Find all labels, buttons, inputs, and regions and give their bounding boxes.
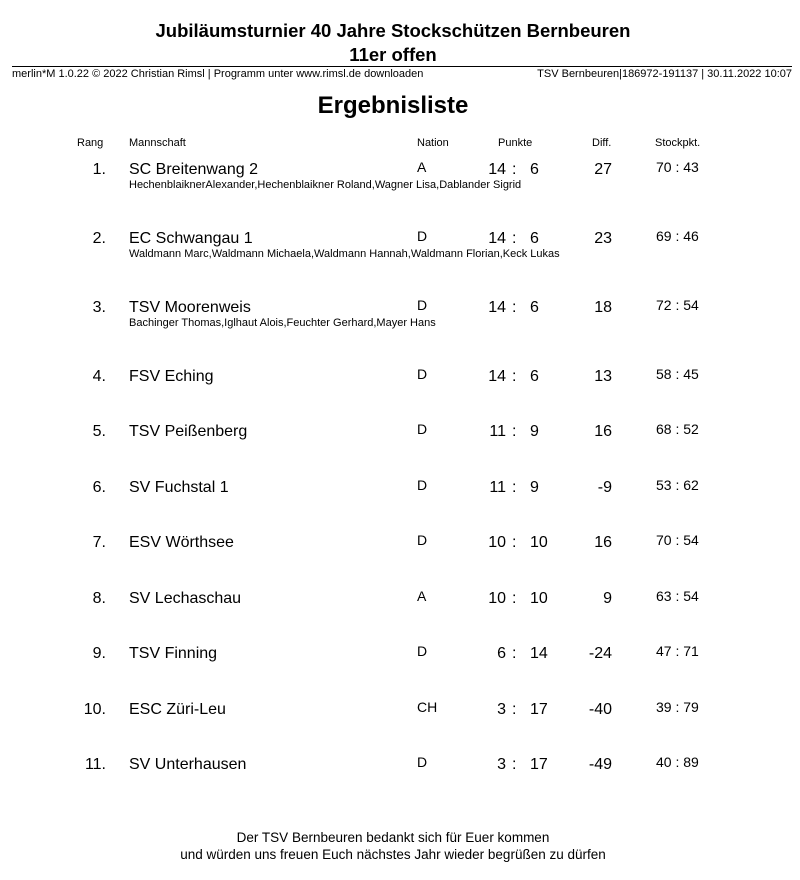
- table-row: [0, 534, 800, 584]
- row-diff: -9: [597, 479, 612, 496]
- row-points-separator: :: [512, 299, 517, 316]
- row-diff: 16: [594, 423, 612, 440]
- row-diff: -49: [588, 756, 612, 773]
- table-row: [0, 368, 800, 418]
- row-points-separator: :: [512, 701, 517, 718]
- row-nation: D: [417, 366, 428, 382]
- row-rang: 8.: [92, 590, 106, 607]
- row-team: TSV Peißenberg: [129, 423, 248, 440]
- row-stockpkt: 68 : 52: [656, 421, 699, 437]
- row-stockpkt: 47 : 71: [656, 643, 699, 659]
- row-nation: D: [417, 477, 428, 493]
- row-points-lost: 17: [530, 756, 548, 773]
- row-team: ESV Wörthsee: [129, 534, 234, 551]
- row-diff: 27: [594, 161, 612, 178]
- column-header-rang: Rang: [77, 137, 104, 149]
- row-team: EC Schwangau 1: [129, 230, 253, 247]
- table-row: [0, 701, 800, 751]
- software-info: merlin*M 1.0.22 © 2022 Christian Rimsl | Programm unter www.rimsl.de downloaden: [12, 68, 424, 80]
- row-rang: 2.: [92, 230, 106, 247]
- table-row: [0, 756, 800, 806]
- row-nation: D: [417, 643, 428, 659]
- row-points-won: 3: [497, 701, 506, 718]
- row-nation: D: [417, 532, 428, 548]
- row-nation: A: [417, 588, 427, 604]
- row-nation: A: [417, 159, 427, 175]
- row-points-won: 11: [489, 423, 506, 440]
- row-points-separator: :: [512, 423, 517, 440]
- row-points-won: 6: [497, 645, 506, 662]
- row-nation: D: [417, 754, 428, 770]
- row-points-won: 14: [488, 161, 506, 178]
- row-stockpkt: 70 : 54: [656, 532, 699, 548]
- row-nation: D: [417, 297, 428, 313]
- row-stockpkt: 40 : 89: [656, 754, 699, 770]
- row-rang: 3.: [92, 299, 106, 316]
- row-points-won: 11: [489, 479, 506, 496]
- footer-line-1: Der TSV Bernbeuren bedankt sich für Euer kommen: [236, 830, 550, 845]
- footer-line-2: und würden uns freuen Euch nächstes Jahr wieder begrüßen zu dürfen: [180, 847, 606, 862]
- row-points-separator: :: [512, 479, 517, 496]
- table-row: [0, 161, 800, 211]
- row-team: SV Unterhausen: [129, 756, 247, 773]
- row-points-lost: 6: [530, 299, 539, 316]
- row-points-lost: 10: [530, 534, 548, 551]
- row-team: ESC Züri-Leu: [129, 701, 226, 718]
- row-points-lost: 9: [530, 479, 539, 496]
- column-header-punkte: Punkte: [498, 137, 533, 149]
- row-players: Waldmann Marc,Waldmann Michaela,Waldmann Hannah,Waldmann Florian,Keck Lukas: [129, 248, 560, 260]
- row-rang: 4.: [92, 368, 106, 385]
- row-stockpkt: 63 : 54: [656, 588, 699, 604]
- row-points-won: 14: [488, 368, 506, 385]
- row-players: HechenblaiknerAlexander,Hechenblaikner Roland,Wagner Lisa,Dablander Sigrid: [129, 179, 522, 191]
- table-row: [0, 423, 800, 473]
- column-header-mannschaft: Mannschaft: [129, 137, 186, 149]
- row-points-separator: :: [512, 534, 517, 551]
- row-team: SV Fuchstal 1: [129, 479, 229, 496]
- row-points-won: 14: [488, 299, 506, 316]
- row-team: TSV Finning: [129, 645, 218, 662]
- row-nation: CH: [417, 699, 438, 715]
- row-rang: 6.: [92, 479, 106, 496]
- table-row: [0, 590, 800, 640]
- row-diff: 16: [594, 534, 612, 551]
- row-points-separator: :: [512, 645, 517, 662]
- row-team: TSV Moorenweis: [129, 299, 251, 316]
- row-diff: 13: [594, 368, 612, 385]
- row-points-lost: 6: [530, 230, 539, 247]
- row-diff: 23: [594, 230, 612, 247]
- row-points-won: 3: [497, 756, 506, 773]
- column-header-nation: Nation: [417, 137, 449, 149]
- document-subtitle: 11er offen: [349, 44, 437, 65]
- row-stockpkt: 72 : 54: [656, 297, 699, 313]
- row-points-separator: :: [512, 368, 517, 385]
- row-points-lost: 10: [530, 590, 548, 607]
- row-rang: 11.: [84, 756, 106, 773]
- row-points-won: 10: [488, 590, 506, 607]
- row-points-won: 14: [488, 230, 506, 247]
- row-stockpkt: 70 : 43: [656, 159, 699, 175]
- document-title: Jubiläumsturnier 40 Jahre Stockschützen Bernbeuren: [155, 20, 631, 41]
- row-diff: -24: [588, 645, 612, 662]
- row-team: FSV Eching: [129, 368, 214, 385]
- row-stockpkt: 58 : 45: [656, 366, 699, 382]
- row-stockpkt: 69 : 46: [656, 228, 699, 244]
- row-rang: 7.: [92, 534, 106, 551]
- row-points-separator: :: [512, 756, 517, 773]
- row-rang: 5.: [92, 423, 106, 440]
- row-rang: 9.: [92, 645, 106, 662]
- table-row: [0, 479, 800, 529]
- row-stockpkt: 53 : 62: [656, 477, 699, 493]
- row-points-separator: :: [512, 230, 517, 247]
- table-row: [0, 645, 800, 695]
- header-divider: [12, 66, 792, 67]
- page-heading: Ergebnisliste: [317, 92, 469, 119]
- row-diff: 9: [603, 590, 612, 607]
- row-team: SC Breitenwang 2: [129, 161, 258, 178]
- row-players: Bachinger Thomas,Iglhaut Alois,Feuchter Gerhard,Mayer Hans: [129, 317, 436, 329]
- column-header-diff: Diff.: [592, 137, 612, 149]
- row-rang: 10.: [83, 701, 106, 718]
- column-header-stockpkt: Stockpkt.: [655, 137, 701, 149]
- row-team: SV Lechaschau: [129, 590, 242, 607]
- row-diff: 18: [594, 299, 612, 316]
- row-points-separator: :: [512, 590, 517, 607]
- row-points-lost: 9: [530, 423, 539, 440]
- row-points-lost: 17: [530, 701, 548, 718]
- row-points-lost: 6: [530, 161, 539, 178]
- row-stockpkt: 39 : 79: [656, 699, 699, 715]
- row-nation: D: [417, 228, 428, 244]
- row-rang: 1.: [92, 161, 106, 178]
- row-points-separator: :: [512, 161, 517, 178]
- club-info: TSV Bernbeuren|186972-191137 | 30.11.2022 10:07: [537, 68, 792, 80]
- row-points-lost: 6: [530, 368, 539, 385]
- row-diff: -40: [588, 701, 612, 718]
- table-row: [0, 299, 800, 349]
- row-points-lost: 14: [530, 645, 548, 662]
- row-nation: D: [417, 421, 428, 437]
- row-points-won: 10: [488, 534, 506, 551]
- table-row: [0, 230, 800, 280]
